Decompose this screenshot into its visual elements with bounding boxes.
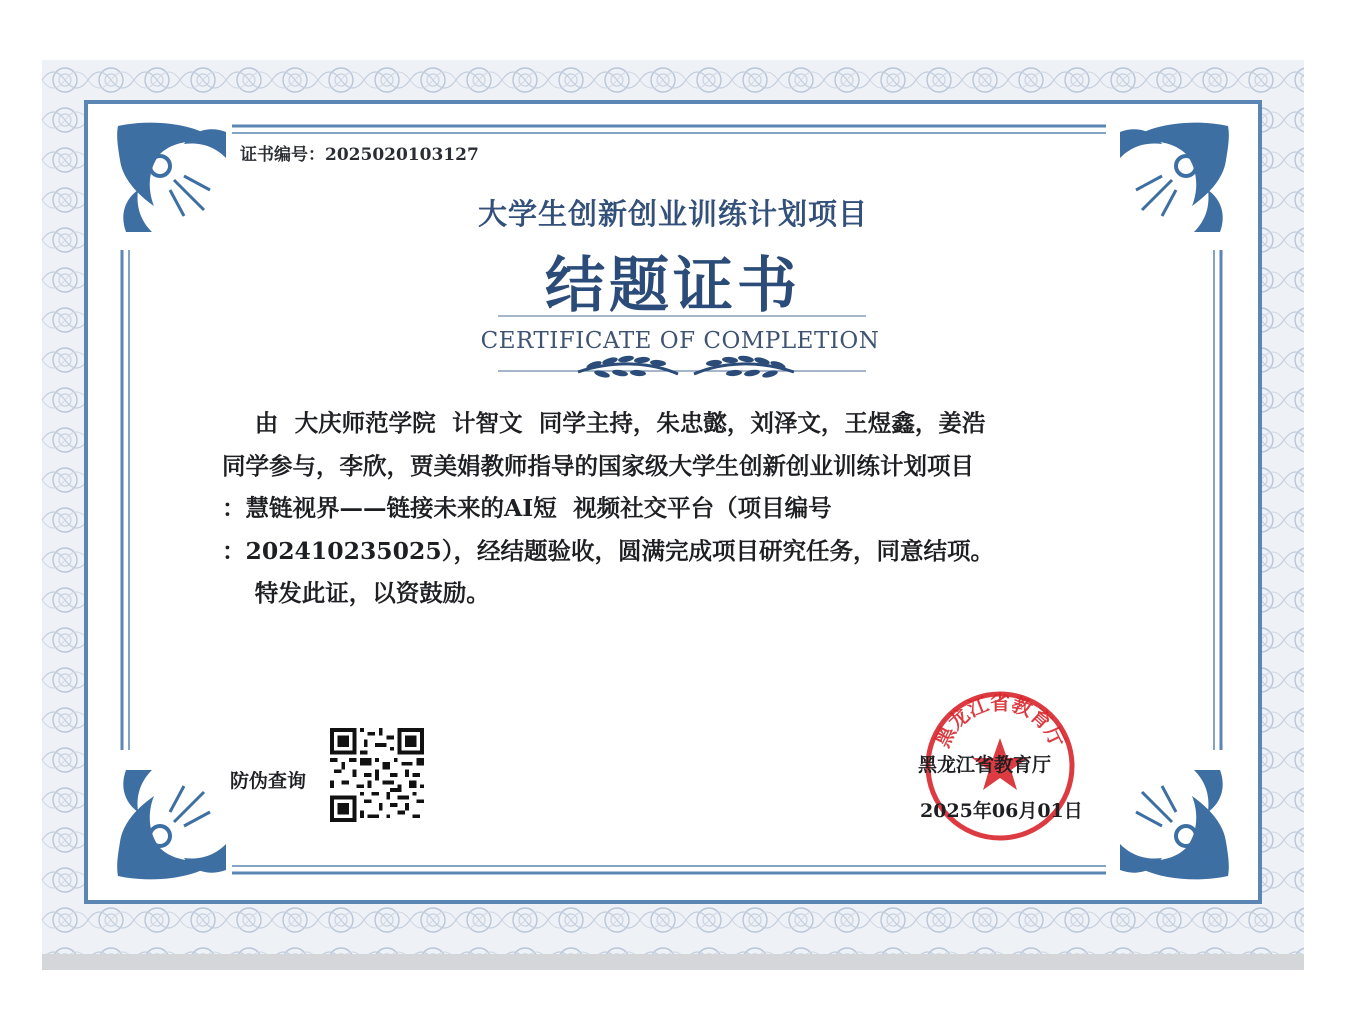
photo-bottom-strip (42, 954, 1304, 970)
seal-text: 黑龙江省教育厅 (931, 692, 1069, 751)
certificate-body (222, 402, 1142, 615)
certificate (42, 60, 1304, 954)
body-line: ：202410235025），经结题验收，圆满完成项目研究任务，同意结项。 (222, 536, 994, 565)
body-line: 特发此证，以资鼓励。 (222, 579, 490, 607)
body-line: 由 大庆师范学院 计智文 同学主持，朱忠懿，刘泽文，王煜鑫，姜浩 (222, 409, 986, 437)
certificate-number-label: 证书编号： (240, 145, 325, 165)
laurel-ornament-icon (578, 355, 794, 379)
issuer-name: 黑龙江省教育厅 (918, 754, 1052, 776)
anti-fake-label: 防伪查询 (230, 770, 307, 792)
body-line: ：慧链视界——链接未来的AI短 视频社交平台（项目编号 (222, 494, 832, 522)
issue-date: 2025年06月01日 (920, 800, 1083, 822)
program-title: 大学生创新创业训练计划项目 (477, 197, 868, 231)
corner-ornament-bottom-left-icon (117, 770, 226, 879)
certificate-title-english: CERTIFICATE OF COMPLETION (480, 328, 880, 354)
certificate-number (240, 140, 479, 165)
certificate-number-value: 2025020103127 (325, 145, 479, 165)
certificate-title: 结题证书 (545, 251, 801, 321)
corner-ornament-bottom-right-icon (1120, 770, 1229, 879)
qr-code-icon[interactable] (330, 728, 424, 822)
body-line: 同学参与，李欣，贾美娟教师指导的国家级大学生创新创业训练计划项目 (222, 451, 974, 480)
